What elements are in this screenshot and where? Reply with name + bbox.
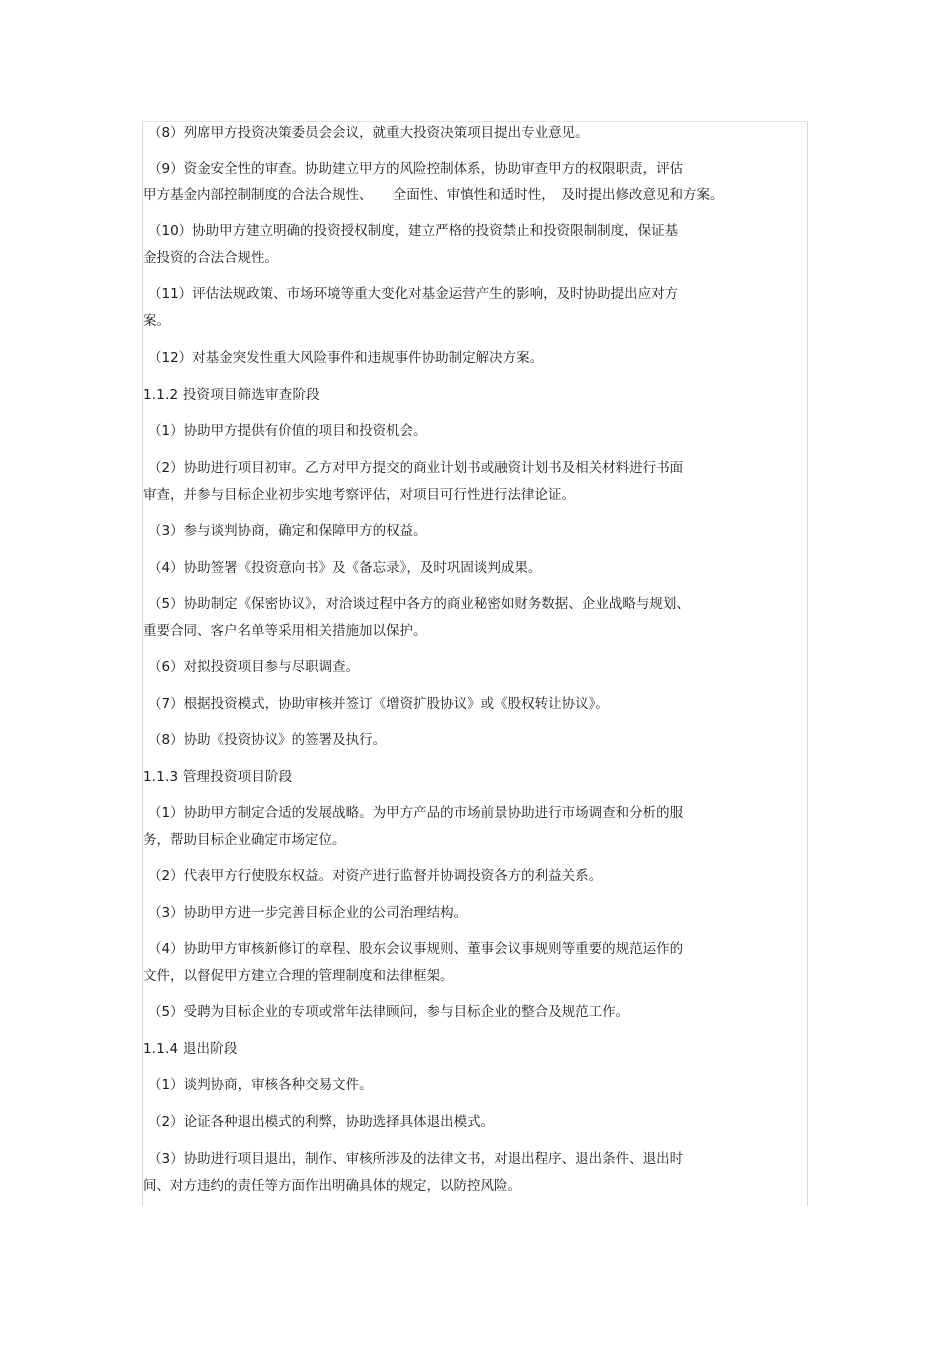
paragraph-line: 务，帮助目标企业确定市场定位。 bbox=[143, 832, 346, 848]
paragraph-line: （5）受聘为目标企业的专项或常年法律顾问，参与目标企业的整合及规范工作。 bbox=[148, 1004, 630, 1020]
paragraph-line: 审查，并参与目标企业初步实地考察评估，对项目可行性进行法律论证。 bbox=[143, 487, 575, 503]
paragraph-line: （3）协助甲方进一步完善目标企业的公司治理结构。 bbox=[148, 905, 468, 921]
paragraph-line: （1）协助甲方制定合适的发展战略。为甲方产品的市场前景协助进行市场调查和分析的服 bbox=[148, 805, 684, 821]
paragraph-line: 案。 bbox=[143, 313, 170, 329]
paragraph-line: （11）评估法规政策、市场环境等重大变化对基金运营产生的影响，及时协助提出应对方 bbox=[148, 286, 679, 302]
paragraph-line: 金投资的合法合规性。 bbox=[143, 250, 278, 266]
paragraph-line: 文件，以督促甲方建立合理的管理制度和法律框架。 bbox=[143, 968, 454, 984]
paragraph-line: （2）论证各种退出模式的利弊，协助选择具体退出模式。 bbox=[148, 1114, 495, 1130]
paragraph-line: （5）协助制定《保密协议》，对洽谈过程中各方的商业秘密如财务数据、企业战略与规划、 bbox=[148, 596, 690, 612]
paragraph-line: （8）列席甲方投资决策委员会会议，就重大投资决策项目提出专业意见。 bbox=[148, 125, 589, 141]
paragraph-line: （12）对基金突发性重大风险事件和违规事件协助制定解决方案。 bbox=[148, 350, 544, 366]
paragraph-line: （3）协助进行项目退出，制作、审核所涉及的法律文书，对退出程序、退出条件、退出时 bbox=[148, 1151, 684, 1167]
paragraph-line: （3）参与谈判协商，确定和保障甲方的权益。 bbox=[148, 523, 427, 539]
paragraph-line: （10）协助甲方建立明确的投资授权制度，建立严格的投资禁止和投资限制制度，保证基 bbox=[148, 223, 679, 239]
paragraph-line: 甲方基金内部控制制度的合法合规性、 全面性、审慎性和适时性， 及时提出修改意见和方案。 bbox=[143, 187, 724, 203]
section-heading: 1.1.2 投资项目筛选审查阶段 bbox=[143, 387, 320, 403]
paragraph-line: （4）协助签署《投资意向书》及《备忘录》，及时巩固谈判成果。 bbox=[148, 560, 542, 576]
section-heading: 1.1.3 管理投资项目阶段 bbox=[143, 769, 293, 785]
paragraph-line: （6）对拟投资项目参与尽职调查。 bbox=[148, 659, 360, 675]
paragraph-line: （2）代表甲方行使股东权益。对资产进行监督并协调投资各方的利益关系。 bbox=[148, 868, 603, 884]
paragraph-line: （4）协助甲方审核新修订的章程、股东会议事规则、董事会议事规则等重要的规范运作的 bbox=[148, 941, 684, 957]
paragraph-line: 重要合同、客户名单等采用相关措施加以保护。 bbox=[143, 623, 427, 639]
paragraph-line: （8）协助《投资协议》的签署及执行。 bbox=[148, 732, 387, 748]
paragraph-line: （9）资金安全性的审查。协助建立甲方的风险控制体系，协助审查甲方的权限职责，评估 bbox=[148, 161, 684, 177]
paragraph-line: （1）谈判协商，审核各种交易文件。 bbox=[148, 1077, 373, 1093]
paragraph-line: （7）根据投资模式，协助审核并签订《增资扩股协议》或《股权转让协议》。 bbox=[148, 696, 609, 712]
paragraph-line: （2）协助进行项目初审。乙方对甲方提交的商业计划书或融资计划书及相关材料进行书面 bbox=[148, 460, 684, 476]
section-heading: 1.1.4 退出阶段 bbox=[143, 1041, 238, 1057]
paragraph-line: （1）协助甲方提供有价值的项目和投资机会。 bbox=[148, 423, 427, 439]
paragraph-line: 间、对方违约的责任等方面作出明确具体的规定，以防控风险。 bbox=[143, 1178, 521, 1194]
